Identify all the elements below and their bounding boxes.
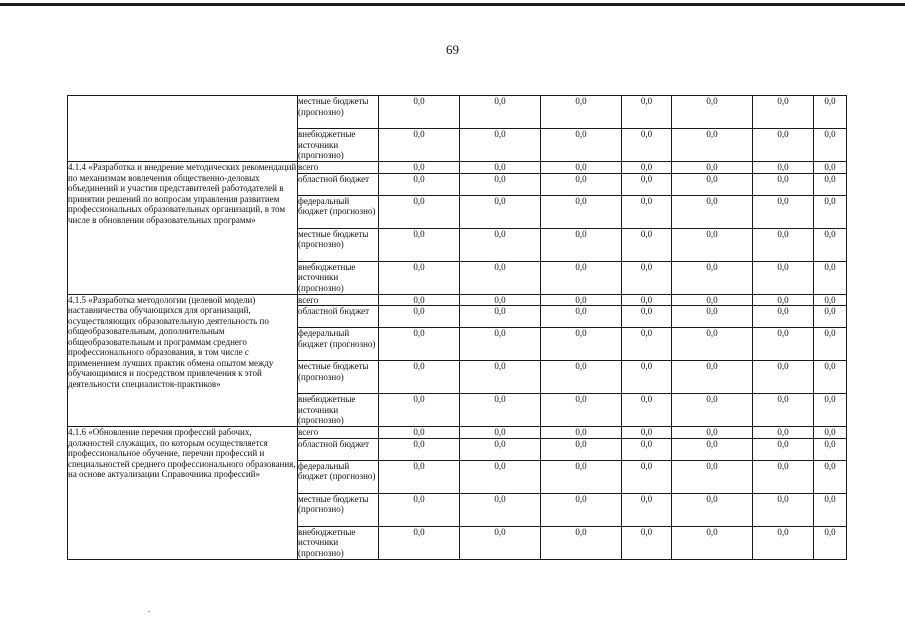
value-cell: 0,0 bbox=[541, 460, 622, 493]
value-cell: 0,0 bbox=[672, 173, 753, 195]
funding-source-cell: внебюджетные источники (прогнозно) bbox=[298, 129, 379, 162]
value-cell: 0,0 bbox=[622, 173, 672, 195]
funding-source-cell: внебюджетные источники (прогнозно) bbox=[298, 526, 379, 559]
value-cell: 0,0 bbox=[622, 361, 672, 394]
value-cell: 0,0 bbox=[622, 493, 672, 526]
value-cell: 0,0 bbox=[460, 228, 541, 261]
value-cell: 0,0 bbox=[814, 162, 847, 174]
value-cell: 0,0 bbox=[622, 261, 672, 294]
value-cell: 0,0 bbox=[622, 438, 672, 460]
value-cell: 0,0 bbox=[541, 361, 622, 394]
funding-source-cell: всего bbox=[298, 162, 379, 174]
value-cell: 0,0 bbox=[814, 328, 847, 361]
value-cell: 0,0 bbox=[460, 306, 541, 328]
funding-source-cell: областной бюджет bbox=[298, 173, 379, 195]
value-cell: 0,0 bbox=[622, 328, 672, 361]
value-cell: 0,0 bbox=[379, 294, 460, 306]
funding-table bbox=[67, 95, 847, 560]
value-cell: 0,0 bbox=[622, 526, 672, 559]
funding-source-cell: федеральный бюджет (прогнозно) bbox=[298, 195, 379, 228]
value-cell: 0,0 bbox=[379, 427, 460, 439]
value-cell: 0,0 bbox=[622, 394, 672, 427]
value-cell: 0,0 bbox=[672, 162, 753, 174]
funding-source-cell: всего bbox=[298, 427, 379, 439]
value-cell: 0,0 bbox=[814, 460, 847, 493]
value-cell: 0,0 bbox=[541, 526, 622, 559]
value-cell: 0,0 bbox=[753, 438, 814, 460]
funding-source-cell: местные бюджеты (прогнозно) bbox=[298, 228, 379, 261]
value-cell: 0,0 bbox=[379, 173, 460, 195]
value-cell: 0,0 bbox=[814, 306, 847, 328]
funding-source-cell: областной бюджет bbox=[298, 306, 379, 328]
value-cell: 0,0 bbox=[622, 129, 672, 162]
value-cell: 0,0 bbox=[753, 261, 814, 294]
table-row bbox=[68, 294, 847, 306]
value-cell: 0,0 bbox=[672, 394, 753, 427]
funding-source-cell: федеральный бюджет (прогнозно) bbox=[298, 328, 379, 361]
funding-source-cell: местные бюджеты (прогнозно) bbox=[298, 96, 379, 129]
value-cell: 0,0 bbox=[814, 96, 847, 129]
value-cell: 0,0 bbox=[672, 294, 753, 306]
value-cell: 0,0 bbox=[460, 394, 541, 427]
table-row bbox=[68, 162, 847, 174]
value-cell: 0,0 bbox=[753, 493, 814, 526]
value-cell: 0,0 bbox=[753, 294, 814, 306]
page-number: 69 bbox=[446, 42, 459, 57]
task-description-cell: 4.1.5 «Разработка методологии (целевой модели) наставничества обучающихся для организаций, осуществляющих образовательную деятельность по общеобразовательным, дополнительным общеобразовательным и программам среднего профессионального образования, в том числе с применением лучших практик обмена опытом между обучающимися и посредством привлечения к этой деятельности специалистов-практиков» bbox=[68, 294, 298, 427]
value-cell: 0,0 bbox=[541, 438, 622, 460]
value-cell: 0,0 bbox=[622, 294, 672, 306]
funding-source-cell: местные бюджеты (прогнозно) bbox=[298, 361, 379, 394]
value-cell: 0,0 bbox=[379, 96, 460, 129]
funding-source-cell: внебюджетные источники (прогнозно) bbox=[298, 261, 379, 294]
value-cell: 0,0 bbox=[460, 438, 541, 460]
value-cell: 0,0 bbox=[541, 96, 622, 129]
value-cell: 0,0 bbox=[672, 228, 753, 261]
value-cell: 0,0 bbox=[379, 306, 460, 328]
value-cell: 0,0 bbox=[672, 493, 753, 526]
top-rule bbox=[0, 3, 905, 6]
value-cell: 0,0 bbox=[814, 361, 847, 394]
value-cell: 0,0 bbox=[379, 328, 460, 361]
value-cell: 0,0 bbox=[622, 195, 672, 228]
value-cell: 0,0 bbox=[753, 195, 814, 228]
value-cell: 0,0 bbox=[672, 526, 753, 559]
value-cell: 0,0 bbox=[814, 195, 847, 228]
funding-source-cell: местные бюджеты (прогнозно) bbox=[298, 493, 379, 526]
value-cell: 0,0 bbox=[672, 460, 753, 493]
value-cell: 0,0 bbox=[814, 493, 847, 526]
value-cell: 0,0 bbox=[622, 306, 672, 328]
value-cell: 0,0 bbox=[379, 438, 460, 460]
value-cell: 0,0 bbox=[814, 294, 847, 306]
value-cell: 0,0 bbox=[541, 228, 622, 261]
value-cell: 0,0 bbox=[672, 438, 753, 460]
value-cell: 0,0 bbox=[814, 129, 847, 162]
value-cell: 0,0 bbox=[753, 361, 814, 394]
value-cell: 0,0 bbox=[672, 261, 753, 294]
value-cell: 0,0 bbox=[814, 526, 847, 559]
value-cell: 0,0 bbox=[753, 162, 814, 174]
value-cell: 0,0 bbox=[460, 526, 541, 559]
value-cell: 0,0 bbox=[379, 394, 460, 427]
value-cell: 0,0 bbox=[814, 173, 847, 195]
value-cell: 0,0 bbox=[622, 427, 672, 439]
value-cell: 0,0 bbox=[814, 394, 847, 427]
value-cell: 0,0 bbox=[753, 394, 814, 427]
funding-source-cell: всего bbox=[298, 294, 379, 306]
value-cell: 0,0 bbox=[460, 427, 541, 439]
value-cell: 0,0 bbox=[379, 361, 460, 394]
table-row bbox=[68, 96, 847, 129]
value-cell: 0,0 bbox=[672, 96, 753, 129]
value-cell: 0,0 bbox=[622, 228, 672, 261]
funding-table-body bbox=[68, 96, 847, 560]
value-cell: 0,0 bbox=[753, 306, 814, 328]
value-cell: 0,0 bbox=[753, 526, 814, 559]
value-cell: 0,0 bbox=[460, 173, 541, 195]
value-cell: 0,0 bbox=[753, 328, 814, 361]
value-cell: 0,0 bbox=[814, 427, 847, 439]
value-cell: 0,0 bbox=[541, 261, 622, 294]
value-cell: 0,0 bbox=[541, 294, 622, 306]
value-cell: 0,0 bbox=[672, 129, 753, 162]
value-cell: 0,0 bbox=[541, 394, 622, 427]
value-cell: 0,0 bbox=[460, 96, 541, 129]
value-cell: 0,0 bbox=[379, 261, 460, 294]
value-cell: 0,0 bbox=[541, 328, 622, 361]
value-cell: 0,0 bbox=[460, 261, 541, 294]
value-cell: 0,0 bbox=[460, 328, 541, 361]
value-cell: 0,0 bbox=[379, 526, 460, 559]
value-cell: 0,0 bbox=[753, 427, 814, 439]
value-cell: 0,0 bbox=[622, 460, 672, 493]
value-cell: 0,0 bbox=[460, 460, 541, 493]
value-cell: 0,0 bbox=[460, 493, 541, 526]
task-description-cell: 4.1.4 «Разработка и внедрение методических рекомендаций по механизмам вовлечения общественно-деловых объединений и участия представителей работодателей в принятии решений по вопросам управления развитием профессиональных образовательных организаций, в том числе в обновлении образовательных программ» bbox=[68, 162, 298, 295]
value-cell: 0,0 bbox=[379, 195, 460, 228]
value-cell: 0,0 bbox=[672, 328, 753, 361]
value-cell: 0,0 bbox=[753, 129, 814, 162]
value-cell: 0,0 bbox=[541, 427, 622, 439]
value-cell: 0,0 bbox=[672, 195, 753, 228]
value-cell: 0,0 bbox=[541, 129, 622, 162]
value-cell: 0,0 bbox=[460, 361, 541, 394]
task-description-cell: 4.1.6 «Обновление перечня профессий рабочих, должностей служащих, по которым осуществляется профессиональное обучение, перечни профессий и специальностей среднего профессионального образования, на основе актуализации Справочника профессий» bbox=[68, 427, 298, 560]
value-cell: 0,0 bbox=[814, 228, 847, 261]
value-cell: 0,0 bbox=[460, 162, 541, 174]
value-cell: 0,0 bbox=[814, 438, 847, 460]
value-cell: 0,0 bbox=[379, 129, 460, 162]
value-cell: 0,0 bbox=[814, 261, 847, 294]
value-cell: 0,0 bbox=[379, 460, 460, 493]
value-cell: 0,0 bbox=[672, 306, 753, 328]
value-cell: 0,0 bbox=[460, 195, 541, 228]
scan-speck bbox=[148, 611, 150, 612]
value-cell: 0,0 bbox=[379, 162, 460, 174]
value-cell: 0,0 bbox=[622, 96, 672, 129]
funding-source-cell: внебюджетные источники (прогнозно) bbox=[298, 394, 379, 427]
value-cell: 0,0 bbox=[622, 162, 672, 174]
value-cell: 0,0 bbox=[379, 493, 460, 526]
value-cell: 0,0 bbox=[753, 460, 814, 493]
value-cell: 0,0 bbox=[541, 306, 622, 328]
funding-source-cell: областной бюджет bbox=[298, 438, 379, 460]
value-cell: 0,0 bbox=[541, 162, 622, 174]
value-cell: 0,0 bbox=[753, 96, 814, 129]
value-cell: 0,0 bbox=[460, 294, 541, 306]
funding-source-cell: федеральный бюджет (прогнозно) bbox=[298, 460, 379, 493]
value-cell: 0,0 bbox=[541, 173, 622, 195]
value-cell: 0,0 bbox=[672, 361, 753, 394]
task-description-cell bbox=[68, 96, 298, 162]
value-cell: 0,0 bbox=[541, 493, 622, 526]
table-row bbox=[68, 427, 847, 439]
value-cell: 0,0 bbox=[541, 195, 622, 228]
value-cell: 0,0 bbox=[753, 173, 814, 195]
value-cell: 0,0 bbox=[460, 129, 541, 162]
value-cell: 0,0 bbox=[753, 228, 814, 261]
value-cell: 0,0 bbox=[379, 228, 460, 261]
value-cell: 0,0 bbox=[672, 427, 753, 439]
